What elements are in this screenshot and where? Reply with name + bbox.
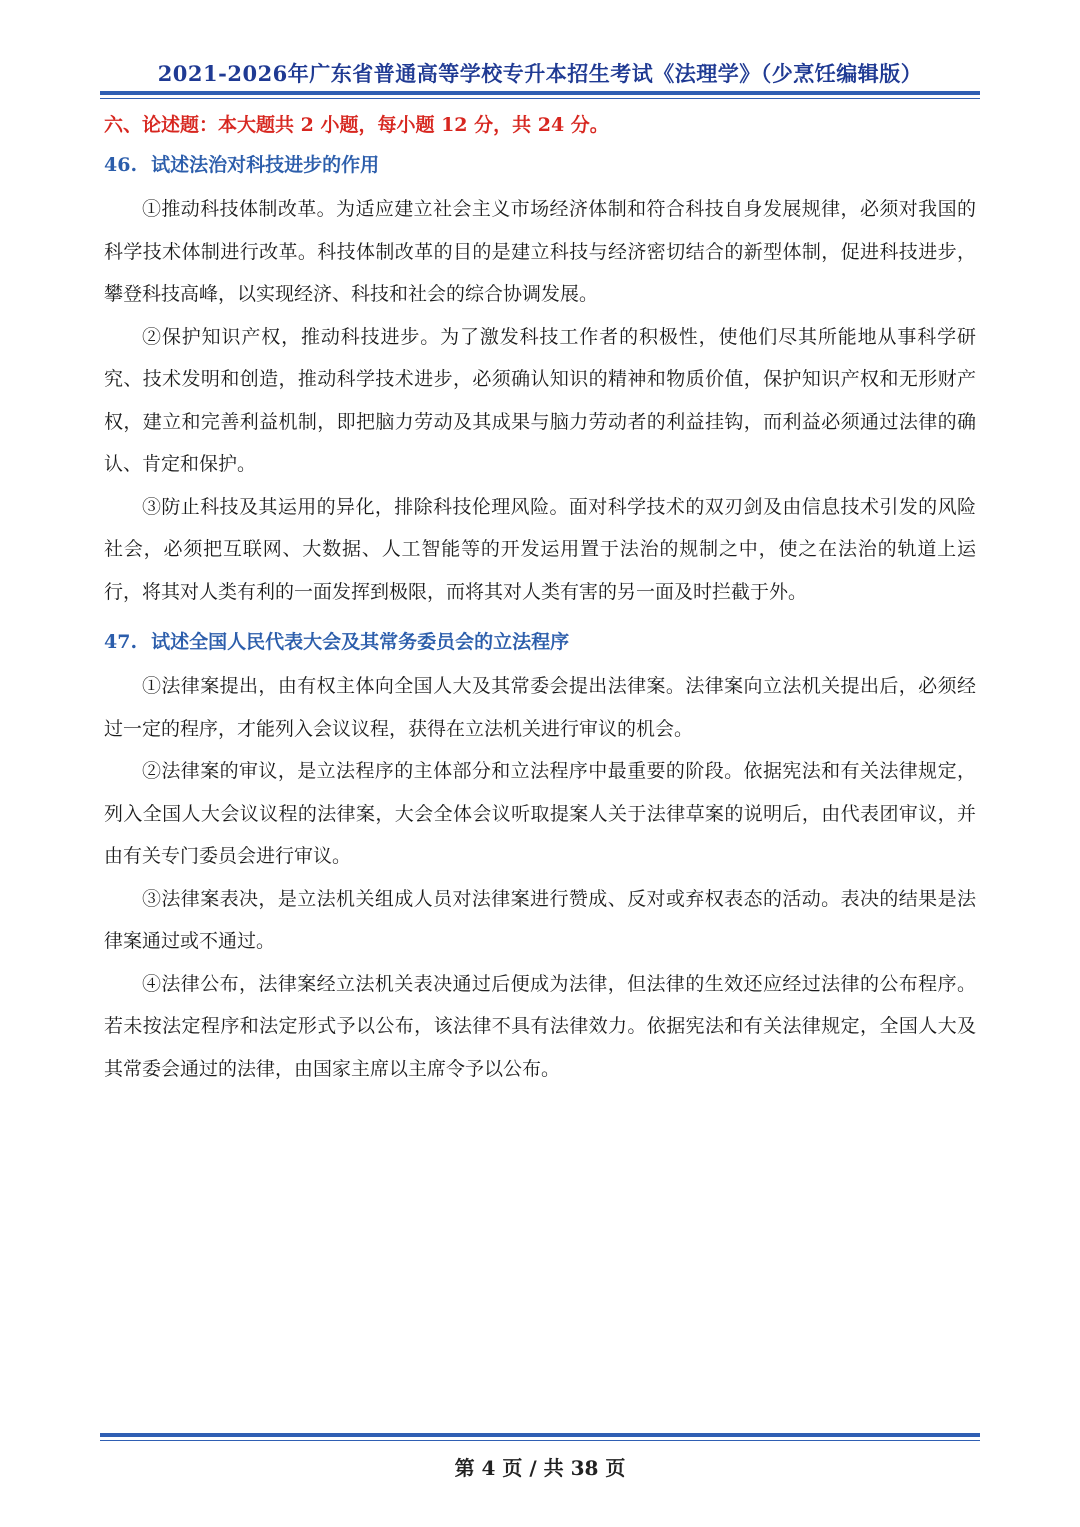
answer-paragraph: ②保护知识产权，推动科技进步。为了激发科技工作者的积极性，使他们尽其所能地从事科学研究、技术发明和创造，推动科学技术进步，必须确认知识的精神和物质价值，保护知识产权和无形财产权，建立和完善利益机制，即把脑力劳动及其成果与脑力劳动者的利益挂钩，而利益必须通过法律的确认、肯定和保护。 [104,325,976,475]
answer-paragraph: ②法律案的审议，是立法程序的主体部分和立法程序中最重要的阶段。依据宪法和有关法律规定，列入全国人大会议议程的法律案，大会全体会议听取提案人关于法律草案的说明后，由代表团审议，并由有关专门委员会进行审议。 [104,760,976,867]
question-number: 47. [104,631,138,653]
question-47 [104,627,976,1090]
answer-paragraph: ③防止科技及其运用的异化，排除科技伦理风险。面对科学技术的双刃剑及由信息技术引发的风险社会，必须把互联网、大数据、人工智能等的开发运用置于法治的规制之中，使之在法治的轨道上运行，将其对人类有利的一面发挥到极限，而将其对人类有害的另一面及时拦截于外。 [104,495,976,603]
answer-paragraph: ③法律案表决，是立法机关组成人员对法律案进行赞成、反对或弃权表态的活动。表决的结果是法律案通过或不通过。 [104,887,976,952]
spacer [104,613,976,627]
page-number: 第 4 页 / 共 38 页 [454,1456,626,1480]
question-46 [104,150,976,613]
header-rule-thick [100,91,980,95]
answer-paragraph: ①法律案提出，由有权主体向全国人大及其常委会提出法律案。法律案向立法机关提出后，必须经过一定的程序，才能列入会议议程，获得在立法机关进行审议的机会。 [104,675,976,740]
document-title: 2021-2026年广东省普通高等学校专升本招生考试《法理学》（少烹饪编辑版） [157,61,923,86]
footer-rule-thick [100,1433,980,1437]
page-body [104,110,976,1090]
answer-paragraph: ①推动科技体制改革。为适应建立社会主义市场经济体制和符合科技自身发展规律，必须对我国的科学技术体制进行改革。科技体制改革的目的是建立科技与经济密切结合的新型体制，促进科技进步，攀登科技高峰，以实现经济、科技和社会的综合协调发展。 [104,198,976,305]
question-number: 46. [104,154,138,176]
question-title [104,150,976,180]
question-text: 试述法治对科技进步的作用 [151,154,380,176]
header-rule-thin [100,98,980,99]
answer-paragraph: ④法律公布，法律案经立法机关表决通过后便成为法律，但法律的生效还应经过法律的公布程序。若未按法定程序和法定形式予以公布，该法律不具有法律效力。依据宪法和有关法律规定，全国人大及其常委会通过的法律，由国家主席以主席令予以公布。 [104,972,976,1080]
footer-rule-thin [100,1440,980,1441]
section-heading: 六、论述题：本大题共 2 小题，每小题 12 分，共 24 分。 [104,114,609,136]
question-title [104,627,976,657]
question-text: 试述全国人民代表大会及其常务委员会的立法程序 [151,631,570,653]
